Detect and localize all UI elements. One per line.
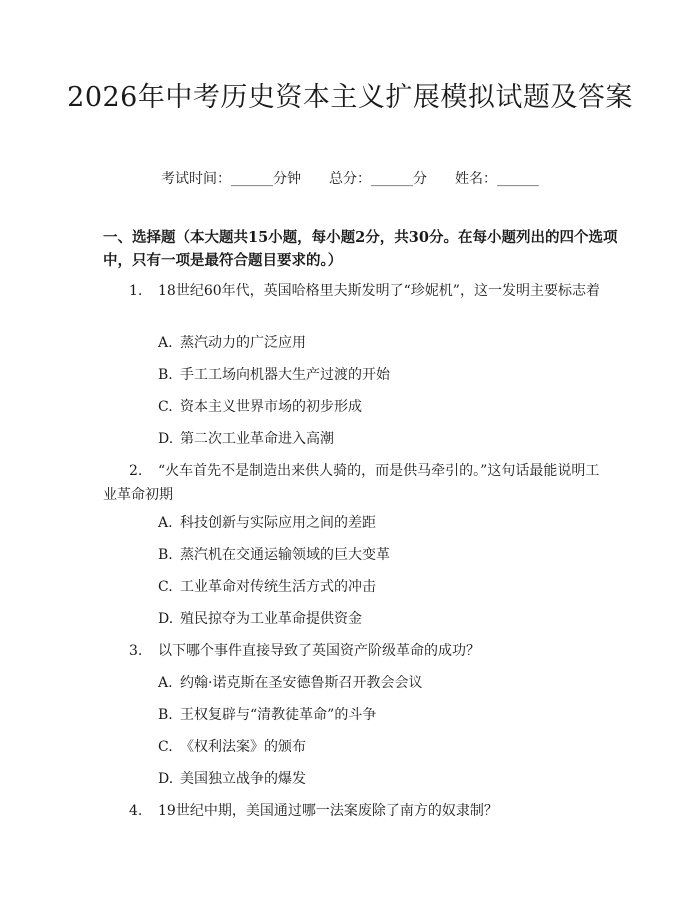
option-letter: B.: [158, 547, 173, 563]
option-text: 殖民掠夺为工业革命提供资金: [180, 611, 362, 627]
option-text: 约翰·诺克斯在圣安德鲁斯召开教会会议: [180, 675, 423, 691]
option-1b: [158, 365, 618, 385]
question-text: 19世纪中期，美国通过哪一法案废除了南方的奴隶制？: [158, 803, 498, 819]
question-1: [103, 279, 613, 303]
question-number: 2.: [129, 463, 143, 479]
question-number: 4.: [129, 803, 143, 819]
section-heading: 一、选择题（本大题共15小题，每小题2分，共30分。在每小题列出的四个选项中，只有一项是最符合题目要求的。）: [103, 229, 618, 269]
question-2: [103, 459, 613, 507]
option-text: 科技创新与实际应用之间的差距: [180, 515, 376, 531]
option-letter: B.: [158, 707, 173, 723]
question-number: 3.: [129, 643, 143, 659]
option-text: 手工工场向机器大生产过渡的开始: [180, 367, 390, 383]
exam-meta: [0, 168, 700, 188]
option-letter: C.: [158, 399, 173, 415]
option-2c: [158, 577, 618, 597]
option-text: 王权复辟与“清教徒革命”的斗争: [180, 707, 377, 723]
option-letter: A.: [158, 515, 173, 531]
option-3d: [158, 769, 618, 789]
option-text: 蒸汽动力的广泛应用: [180, 335, 306, 351]
total-score-field: 总分：______分: [329, 171, 427, 187]
option-2d: [158, 609, 618, 629]
question-number: 1.: [129, 283, 143, 299]
option-text: 第二次工业革命进入高潮: [180, 431, 334, 447]
question-text: 以下哪个事件直接导致了英国资产阶级革命的成功？: [158, 643, 480, 659]
question-text: “火车首先不是制造出来供人骑的，而是供马牵引的。”这句话最能说明工业革命初期: [103, 463, 600, 503]
option-letter: D.: [158, 611, 174, 627]
option-text: 蒸汽机在交通运输领域的巨大变革: [180, 547, 390, 563]
option-letter: B.: [158, 367, 173, 383]
option-letter: D.: [158, 431, 174, 447]
option-3c: [158, 737, 618, 757]
question-text: 18世纪60年代，英国哈格里夫斯发明了“珍妮机”，这一发明主要标志着: [158, 283, 600, 299]
name-field: 姓名：______: [455, 171, 539, 187]
option-2a: [158, 513, 618, 533]
option-1a: [158, 333, 618, 353]
option-text: 美国独立战争的爆发: [180, 771, 306, 787]
option-3a: [158, 673, 618, 693]
option-letter: C.: [158, 579, 173, 595]
option-text: 工业革命对传统生活方式的冲击: [180, 579, 376, 595]
option-1c: [158, 397, 618, 417]
option-text: 《权利法案》的颁布: [180, 739, 306, 755]
option-letter: A.: [158, 675, 173, 691]
option-letter: A.: [158, 335, 173, 351]
exam-time-field: 考试时间：______分钟: [161, 171, 301, 187]
question-4: [103, 799, 613, 823]
option-2b: [158, 545, 618, 565]
option-1d: [158, 429, 618, 449]
option-letter: C.: [158, 739, 173, 755]
option-text: 资本主义世界市场的初步形成: [180, 399, 362, 415]
page-title: 2026年中考历史资本主义扩展模拟试题及答案: [67, 82, 633, 113]
option-letter: D.: [158, 771, 174, 787]
option-3b: [158, 705, 618, 725]
question-3: [103, 639, 613, 663]
